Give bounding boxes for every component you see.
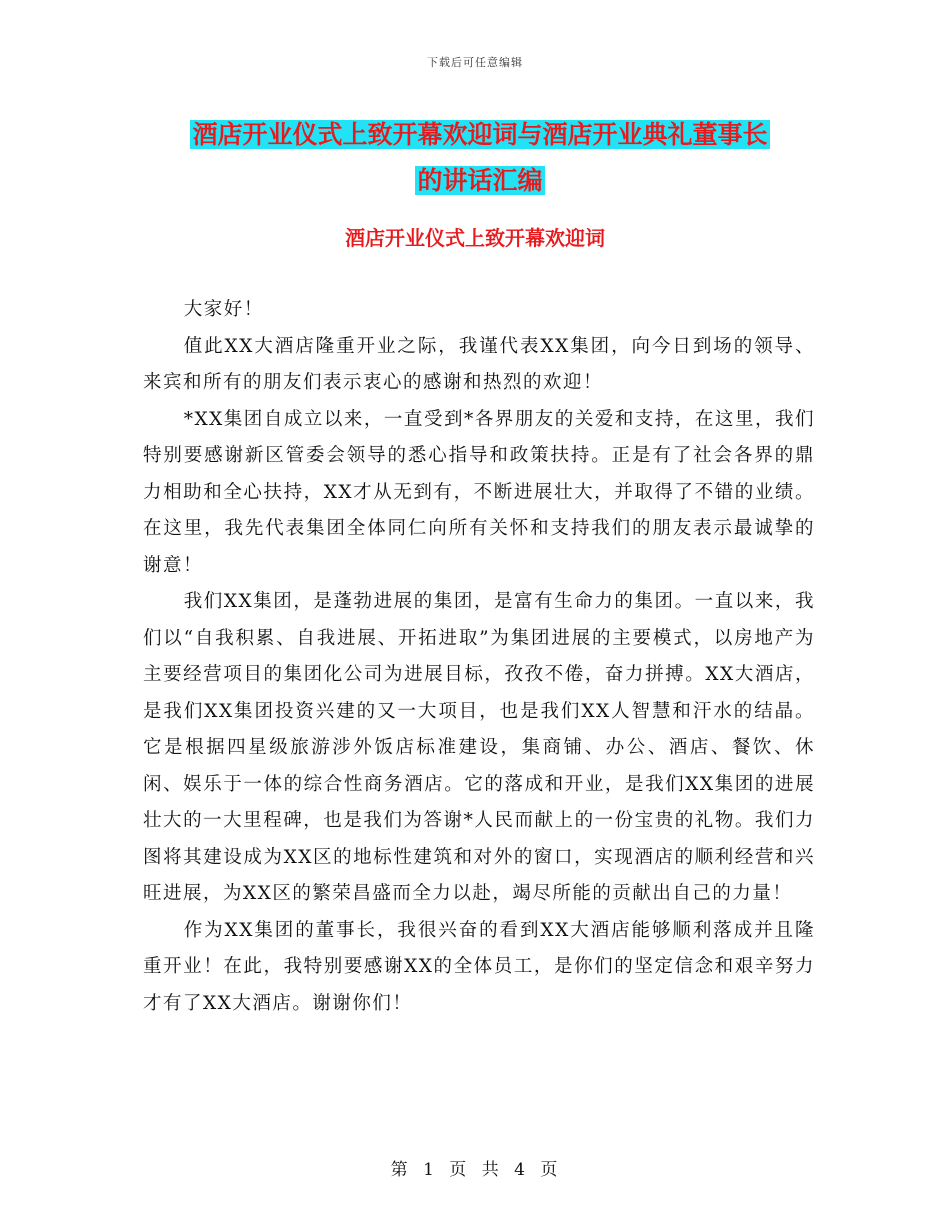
body-text (143, 292, 815, 1022)
paragraph: 值此XX大酒店隆重开业之际，我谨代表XX集团，向今日到场的领导、来宾和所有的朋友们表示衷心的感谢和热烈的欢迎！ (143, 335, 815, 393)
paragraph-greeting: 大家好！ (183, 299, 264, 320)
document-title-line-2: 的讲话汇编 (417, 166, 543, 195)
document-title (150, 112, 810, 204)
section-title: 酒店开业仪式上致开幕欢迎词 (345, 226, 605, 250)
document-title-line-1: 酒店开业仪式上致开幕欢迎词与酒店开业典礼董事长 (192, 120, 768, 149)
page-number-footer: 第 1 页 共 4 页 (390, 1160, 560, 1180)
paragraph: 我们XX集团，是蓬勃进展的集团，是富有生命力的集团。一直以来，我们以“自我积累、自我进展、开拓进取”为集团进展的主要模式，以房地产为主要经营项目的集团化公司为进展目标，孜孜不倦，奋力拼搏。XX大酒店，是我们XX集团投资兴建的又一大项目，也是我们XX人智慧和汗水的结晶。它是根据四星级旅游涉外饭店标准建设，集商铺、办公、酒店、餐饮、休闲、娱乐于一体的综合性商务酒店。它的落成和开业，是我们XX集团的进展壮大的一大里程碑，也是我们为答谢*人民而献上的一份宝贵的礼物。我们力图将其建设成为XX区的地标性建筑和对外的窗口，实现酒店的顺利经营和兴旺进展，为XX区的繁荣昌盛而全力以赴，竭尽所能的贡献出自己的力量！ (143, 591, 815, 904)
header-note: 下载后可任意编辑 (427, 56, 523, 69)
paragraph: 作为XX集团的董事长，我很兴奋的看到XX大酒店能够顺利落成并且隆重开业！在此，我特别要感谢XX的全体员工，是你们的坚定信念和艰辛努力才有了XX大酒店。谢谢你们！ (143, 919, 815, 1014)
paragraph: *XX集团自成立以来，一直受到*各界朋友的关爱和支持，在这里，我们特别要感谢新区管委会领导的悉心指导和政策扶持。正是有了社会各界的鼎力相助和全心扶持，XX才从无到有，不断进展壮大，并取得了不错的业绩。在这里，我先代表集团全体同仁向所有关怀和支持我们的朋友表示最诚挚的谢意！ (143, 408, 815, 576)
